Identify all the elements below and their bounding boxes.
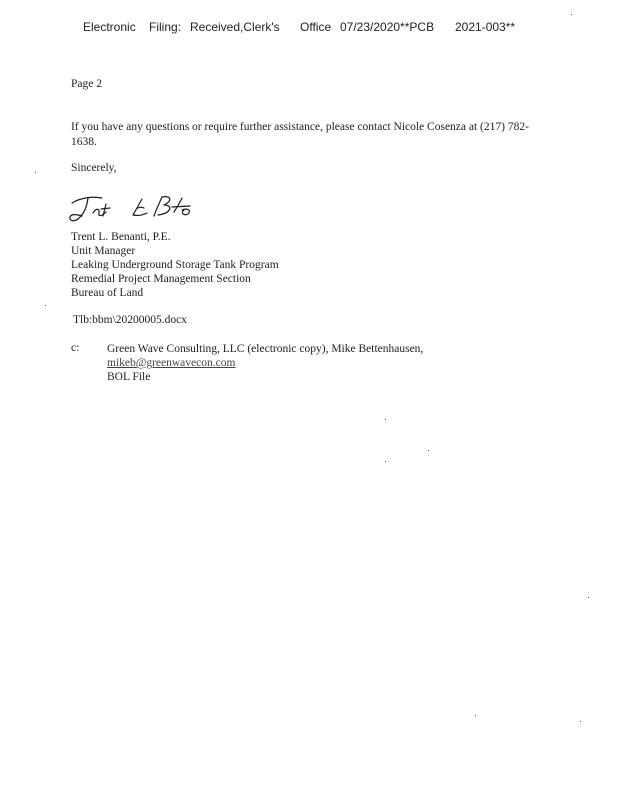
page-number: Page 2 [71, 78, 102, 90]
cc-list [107, 342, 423, 384]
signer-section: Remedial Project Management Section [71, 273, 251, 285]
filing-received: Received,Clerk's [190, 20, 280, 34]
file-reference: Tlb:bbm\20200005.docx [73, 314, 188, 326]
letter-body: If you have any questions or require further assistance, please contact Nicole Cosenza at (217) 782-1638. [71, 121, 529, 148]
signer-bureau: Bureau of Land [71, 287, 144, 299]
cc-label: c: [71, 342, 80, 354]
scan-speck [385, 461, 386, 462]
filing-office: Office [300, 20, 332, 34]
scan-speck [385, 419, 386, 420]
filing-electronic: Electronic [83, 20, 136, 34]
signer-name: Trent L. Benanti, P.E. [71, 231, 171, 243]
cc-recipient: Green Wave Consulting, LLC (electronic copy), Mike Bettenhausen, [107, 343, 424, 355]
cc-email-link[interactable]: mikeb@greenwavecon.com [107, 357, 236, 369]
handwritten-signature [66, 186, 198, 230]
scan-speck [580, 721, 581, 722]
cc-file: BOL File [107, 371, 151, 383]
filing-number: 2021-003** [455, 20, 516, 34]
scan-speck [45, 305, 46, 306]
signer-program: Leaking Underground Storage Tank Program [71, 259, 279, 271]
scan-speck [428, 450, 429, 451]
scan-speck [571, 14, 572, 15]
scan-speck [35, 172, 36, 173]
filing-label: Filing: [149, 20, 182, 34]
signer-title: Unit Manager [71, 245, 136, 257]
letter-closing: Sincerely, [71, 162, 117, 174]
filing-date: 07/23/2020**PCB [340, 20, 435, 34]
scan-speck [588, 597, 589, 598]
scan-speck [475, 715, 476, 716]
signature-block [71, 230, 279, 300]
